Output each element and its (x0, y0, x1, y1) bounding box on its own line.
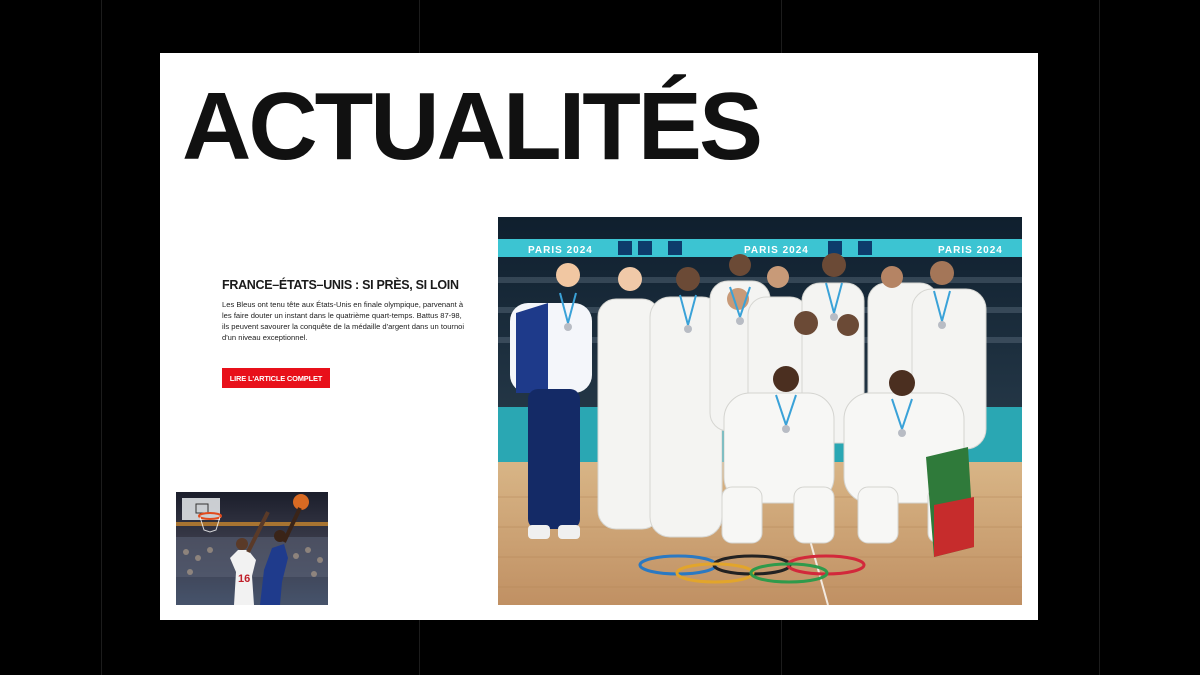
team-photo-illustration (498, 217, 1022, 605)
guide-line (101, 0, 102, 675)
banner-text: PARIS 2024 (938, 245, 1003, 256)
hero-image[interactable] (498, 217, 1022, 605)
guide-line (1099, 0, 1100, 675)
basketball-action-illustration (176, 492, 328, 605)
article-summary: Les Bleus ont tenu tête aux États-Unis en finale olympique, parvenant à les faire douter un instant dans le quatrième quart-temps. Battus 87-98, ils peuvent savourer la conquête de la médaille d'argent dans un tournoi d'un niveau exceptionnel. (222, 300, 465, 342)
banner-text: PARIS 2024 (528, 245, 593, 256)
article-title[interactable]: FRANCE–ÉTATS–UNIS : SI PRÈS, SI LOIN (222, 278, 459, 292)
jersey-number: 16 (238, 573, 251, 585)
thumbnail-image[interactable] (176, 492, 328, 605)
news-card (160, 53, 1038, 620)
page-title: ACTUALITÉS (182, 73, 760, 180)
read-full-article-button[interactable]: LIRE L'ARTICLE COMPLET (222, 368, 330, 388)
banner-text: PARIS 2024 (744, 245, 809, 256)
